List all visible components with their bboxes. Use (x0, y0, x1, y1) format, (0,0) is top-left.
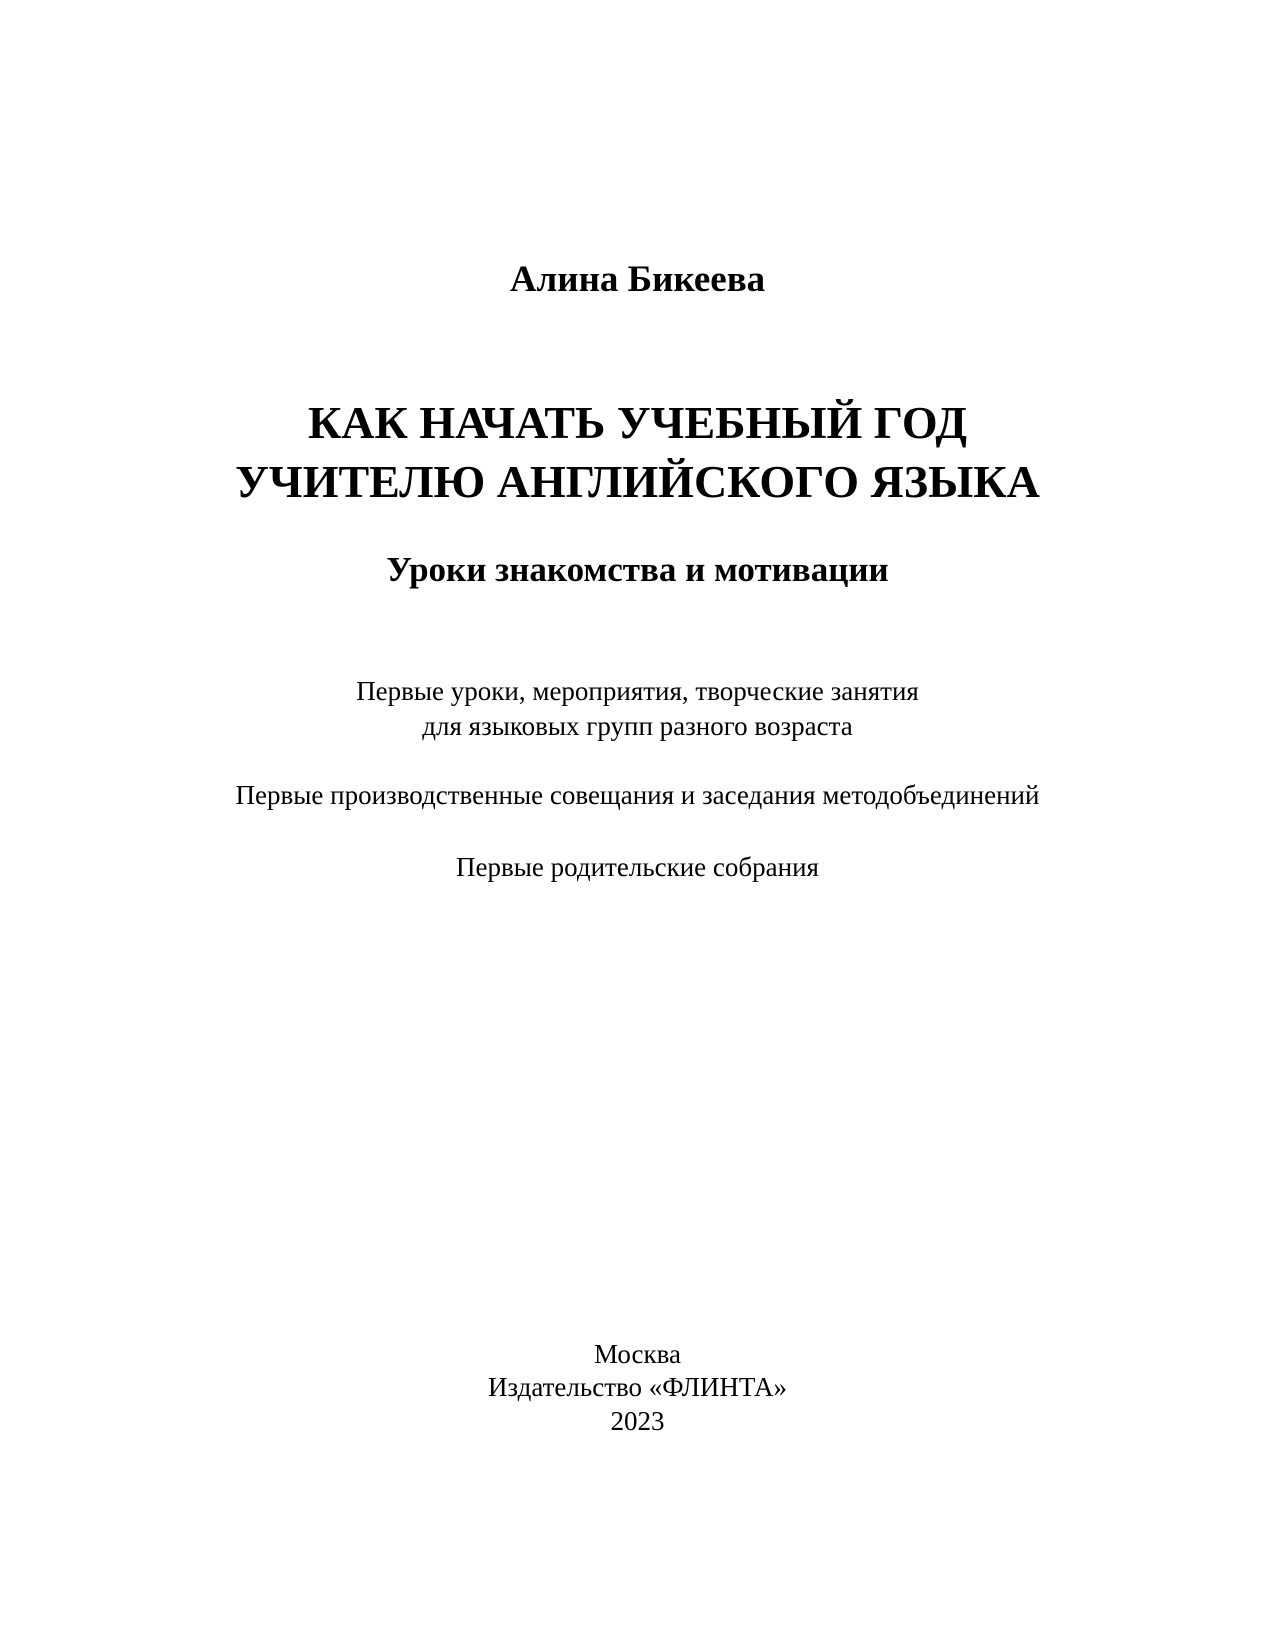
description-line-2: для языковых групп разного возраста (422, 711, 853, 741)
imprint-year: 2023 (610, 1406, 665, 1436)
book-subtitle: Уроки знакомства и мотивации (386, 550, 889, 589)
description-line-1: Первые уроки, мероприятия, творческие занятия (356, 676, 919, 706)
description-line-3: Первые производственные совещания и заседания методобъединений (235, 780, 1040, 810)
author-name: Алина Бикеева (509, 259, 766, 300)
book-title-line-1: КАК НАЧАТЬ УЧЕБНЫЙ ГОД (307, 397, 968, 448)
description-line-4: Первые родительские собрания (456, 852, 819, 882)
imprint-city: Москва (594, 1339, 681, 1369)
book-title-line-2: УЧИТЕЛЮ АНГЛИЙСКОГО ЯЗЫКА (235, 456, 1040, 507)
imprint-publisher: Издательство «ФЛИНТА» (487, 1372, 788, 1402)
